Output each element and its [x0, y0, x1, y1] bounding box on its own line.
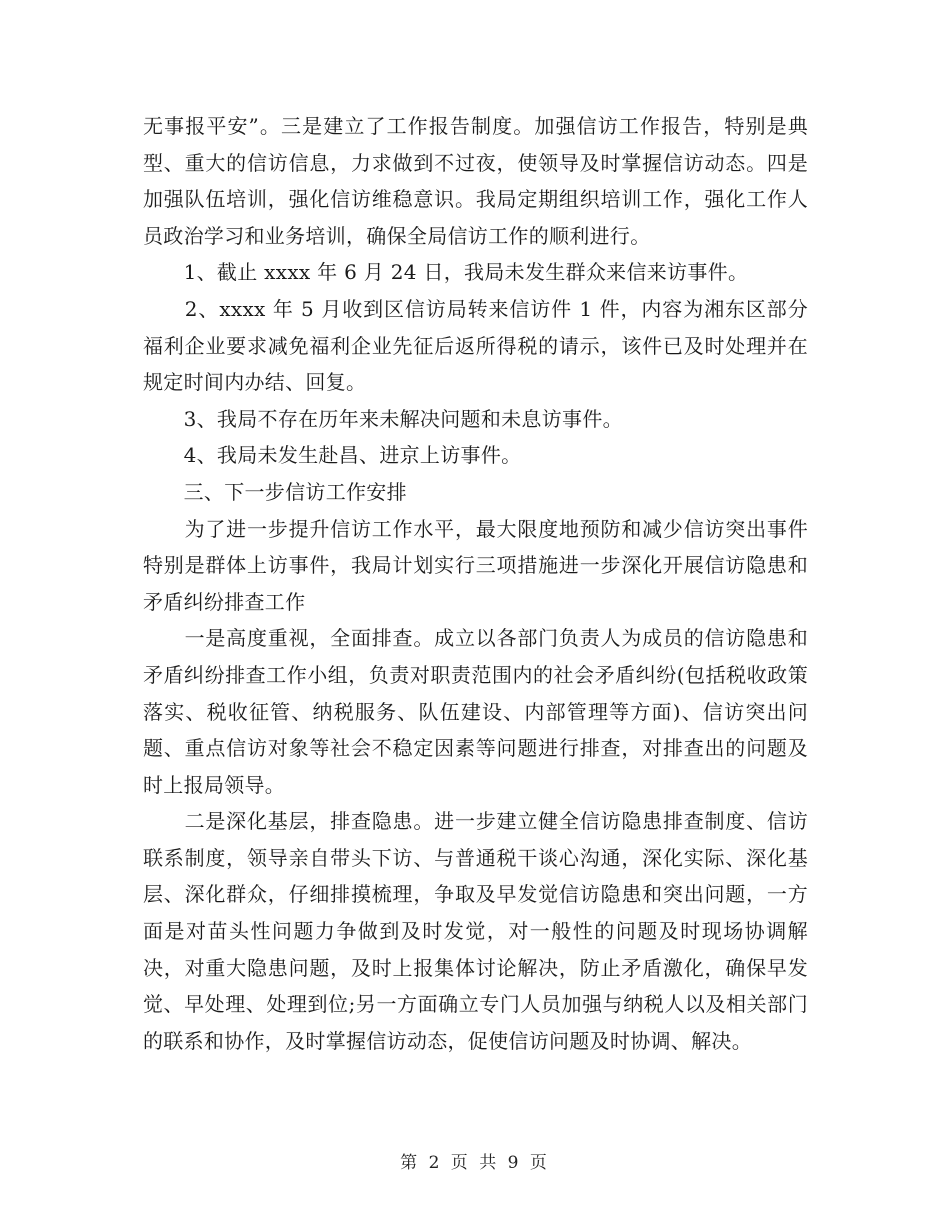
paragraph-item-2: 2、xxxx 年 5 月收到区信访局转来信访件 1 件，内容为湘东区部分福利企业要求减免福利企业先征后返所得税的请示，该件已及时处理并在规定时间内办结、回复。 — [143, 296, 808, 395]
paragraph-intro: 为了进一步提升信访工作水平，最大限度地预防和减少信访突出事件特别是群体上访事件，我局计划实行三项措施进一步深化开展信访隐患和矛盾纠纷排查工作 — [143, 516, 808, 614]
document-body — [143, 108, 808, 1059]
page-number-footer: 第 2 页 共 9 页 — [400, 1153, 550, 1173]
section-heading: 三、下一步信访工作安排 — [143, 479, 407, 504]
paragraph-item-3: 3、我局不存在历年来未解决问题和未息访事件。 — [143, 406, 623, 431]
paragraph-item-4: 4、我局未发生赴昌、进京上访事件。 — [143, 443, 522, 468]
paragraph-measure-1: 一是高度重视，全面排查。成立以各部门负责人为成员的信访隐患和矛盾纠纷排查工作小组，负责对职责范围内的社会矛盾纠纷(包括税收政策落实、税收征管、纳税服务、队伍建设、内部管理等方面)、信访突出问题、重点信访对象等社会不稳定因素等问题进行排查，对排查出的问题及时上报局领导。 — [143, 626, 808, 797]
paragraph-measure-2: 二是深化基层，排查隐患。进一步建立健全信访隐患排查制度、信访联系制度，领导亲自带头下访、与普通税干谈心沟通，深化实际、深化基层、深化群众，仔细排摸梳理，争取及早发觉信访隐患和突出问题，一方面是对苗头性问题力争做到及时发觉，对一般性的问题及时现场协调解决，对重大隐患问题，及时上报集体讨论解决，防止矛盾激化，确保早发觉、早处理、处理到位;另一方面确立专门人员加强与纳税人以及相关部门的联系和协作，及时掌握信访动态，促使信访问题及时协调、解决。 — [143, 809, 808, 1053]
paragraph-item-1: 1、截止 xxxx 年 6 月 24 日，我局未发生群众来信来访事件。 — [143, 260, 749, 285]
paragraph-continuation: 无事报平安”。三是建立了工作报告制度。加强信访工作报告，特别是典型、重大的信访信息，力求做到不过夜，使领导及时掌握信访动态。四是加强队伍培训，强化信访维稳意识。我局定期组织培训工作，强化工作人员政治学习和业务培训，确保全局信访工作的顺利进行。 — [143, 114, 808, 248]
